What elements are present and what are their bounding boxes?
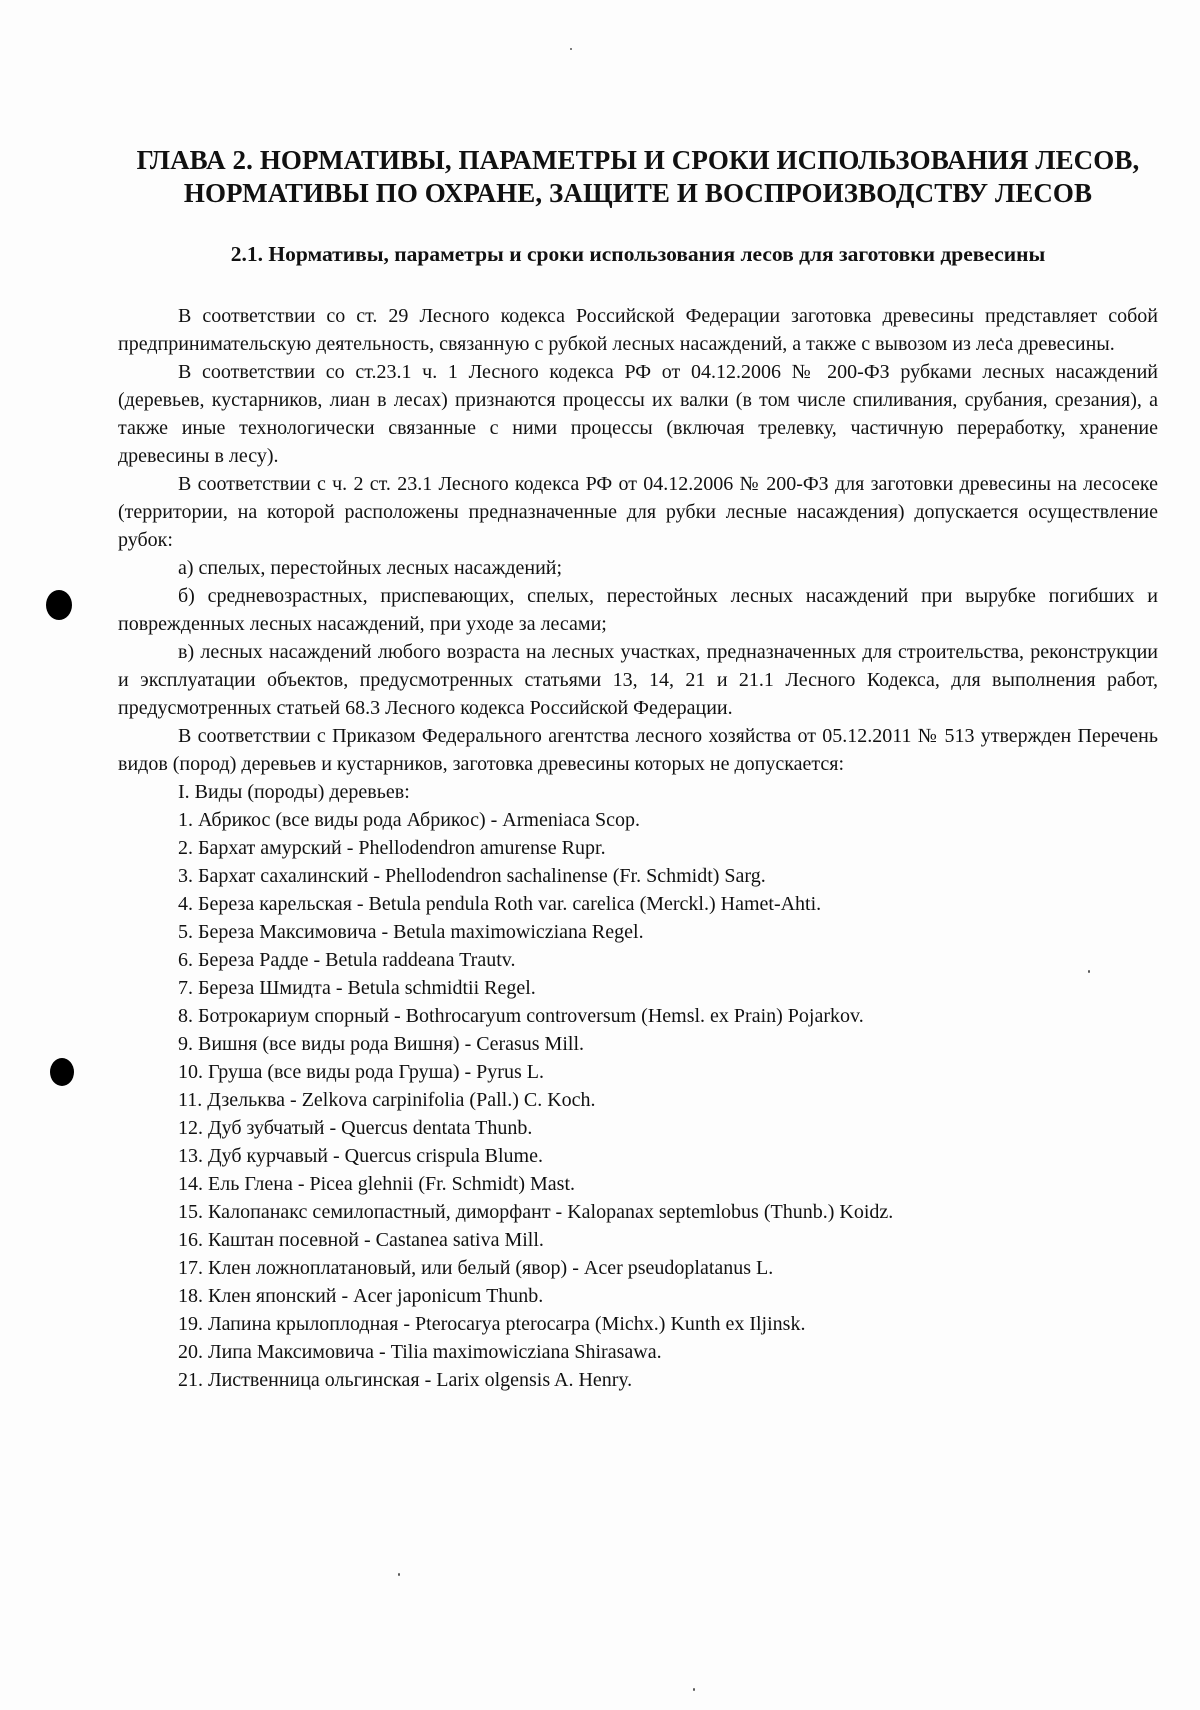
species-item: 8. Ботрокариум спорный - Bothrocaryum controversum (Hemsl. ex Prain) Pojarkov. [178, 1005, 864, 1027]
paragraph: В соответствии с Приказом Федерального агентства лесного хозяйства от 05.12.2011 № 513 утвержден Перечень видов (пород) деревьев и кустарников, заготовка древесины которых не допускается: [118, 725, 1158, 775]
scan-speck [693, 1688, 695, 1691]
species-item: 6. Береза Радде - Betula raddeana Trautv. [178, 949, 516, 971]
species-item: 4. Береза карельская - Betula pendula Roth var. carelica (Merckl.) Hamet-Ahti. [178, 893, 822, 915]
species-item: 3. Бархат сахалинский - Phellodendron sachalinense (Fr. Schmidt) Sarg. [178, 865, 766, 887]
paragraph-item-c: в) лесных насаждений любого возраста на лесных участках, предназначенных для строительства, реконструкции и эксплуатации объектов, предусмотренных статьями 13, 14, 21 и 21.1 Лесного Кодекса, для выполнения работ, предусмотренных статьей 68.3 Лесного кодекса Российской Федерации. [118, 641, 1158, 719]
species-item: 14. Ель Глена - Picea glehnii (Fr. Schmidt) Mast. [178, 1173, 576, 1195]
species-item: 5. Береза Максимовича - Betula maximowicziana Regel. [178, 921, 644, 943]
paragraph-item-a: а) спелых, перестойных лесных насаждений; [178, 557, 563, 579]
paragraph: В соответствии с ч. 2 ст. 23.1 Лесного кодекса РФ от 04.12.2006 № 200-ФЗ для заготовки древесины на лесосеке (территории, на которой расположены предназначенные для рубки лесные насаждения) допускается осуществление рубок: [118, 473, 1158, 551]
punch-hole-mark [46, 590, 72, 620]
species-item: 16. Каштан посевной - Castanea sativa Mill. [178, 1229, 544, 1251]
paragraph-item-b: б) средневозрастных, приспевающих, спелых, перестойных лесных насаждений при вырубке погибших и поврежденных лесных насаждений, при уходе за лесами; [118, 585, 1158, 635]
section-title: 2.1. Нормативы, параметры и сроки использования лесов для заготовки древесины [230, 242, 1046, 266]
species-item: 7. Береза Шмидта - Betula schmidtii Regel. [178, 977, 536, 999]
paragraph: В соответствии со ст. 29 Лесного кодекса Российской Федерации заготовка древесины представляет собой предпринимательскую деятельность, связанную с рубкой лесных насаждений, а также с вывозом из леса древесины. [118, 305, 1158, 355]
species-item: 15. Калопанакс семилопастный, диморфант - Kalopanax septemlobus (Thunb.) Koidz. [178, 1201, 894, 1223]
species-list [118, 806, 1158, 1394]
main-text [118, 302, 1158, 1394]
species-item: 20. Липа Максимовича - Tilia maximowicziana Shirasawa. [178, 1341, 662, 1363]
chapter-title: ГЛАВА 2. НОРМАТИВЫ, ПАРАМЕТРЫ И СРОКИ ИСПОЛЬЗОВАНИЯ ЛЕСОВ, НОРМАТИВЫ ПО ОХРАНЕ, ЗАЩИТЕ И ВОСПРОИЗВОДСТВУ ЛЕСОВ [136, 145, 1140, 208]
species-item: 2. Бархат амурский - Phellodendron amurense Rupr. [178, 837, 606, 859]
species-item: 10. Груша (все виды рода Груша) - Pyrus L. [178, 1061, 544, 1083]
species-item: 21. Лиственница ольгинская - Larix olgensis A. Henry. [178, 1369, 633, 1391]
species-item: 17. Клен ложноплатановый, или белый (явор) - Acer pseudoplatanus L. [178, 1257, 774, 1279]
document-body [118, 144, 1158, 1394]
species-item: 9. Вишня (все виды рода Вишня) - Cerasus Mill. [178, 1033, 585, 1055]
species-item: 1. Абрикос (все виды рода Абрикос) - Armeniaca Scop. [178, 809, 641, 831]
paragraph: В соответствии со ст.23.1 ч. 1 Лесного кодекса РФ от 04.12.2006 № 200-ФЗ рубками лесных насаждений (деревьев, кустарников, лиан в лесах) признаются процессы их валки (в том числе спиливания, срубания, срезания), а также иные технологически связанные с ними процессы (включая трелевку, частичную переработку, хранение древесины в лесу). [118, 361, 1158, 467]
species-item: 19. Лапина крылоплодная - Pterocarya pterocarpa (Michx.) Kunth ex Iljinsk. [178, 1313, 806, 1335]
species-item: 11. Дзельква - Zelkova carpinifolia (Pall.) C. Koch. [178, 1089, 596, 1111]
punch-hole-mark [50, 1058, 74, 1086]
species-item: 18. Клен японский - Acer japonicum Thunb. [178, 1285, 544, 1307]
species-item: 13. Дуб курчавый - Quercus crispula Blume. [178, 1145, 543, 1167]
species-item: 12. Дуб зубчатый - Quercus dentata Thunb. [178, 1117, 533, 1139]
scan-speck [398, 1573, 400, 1576]
list-heading: I. Виды (породы) деревьев: [178, 781, 410, 803]
scan-speck [570, 48, 572, 50]
